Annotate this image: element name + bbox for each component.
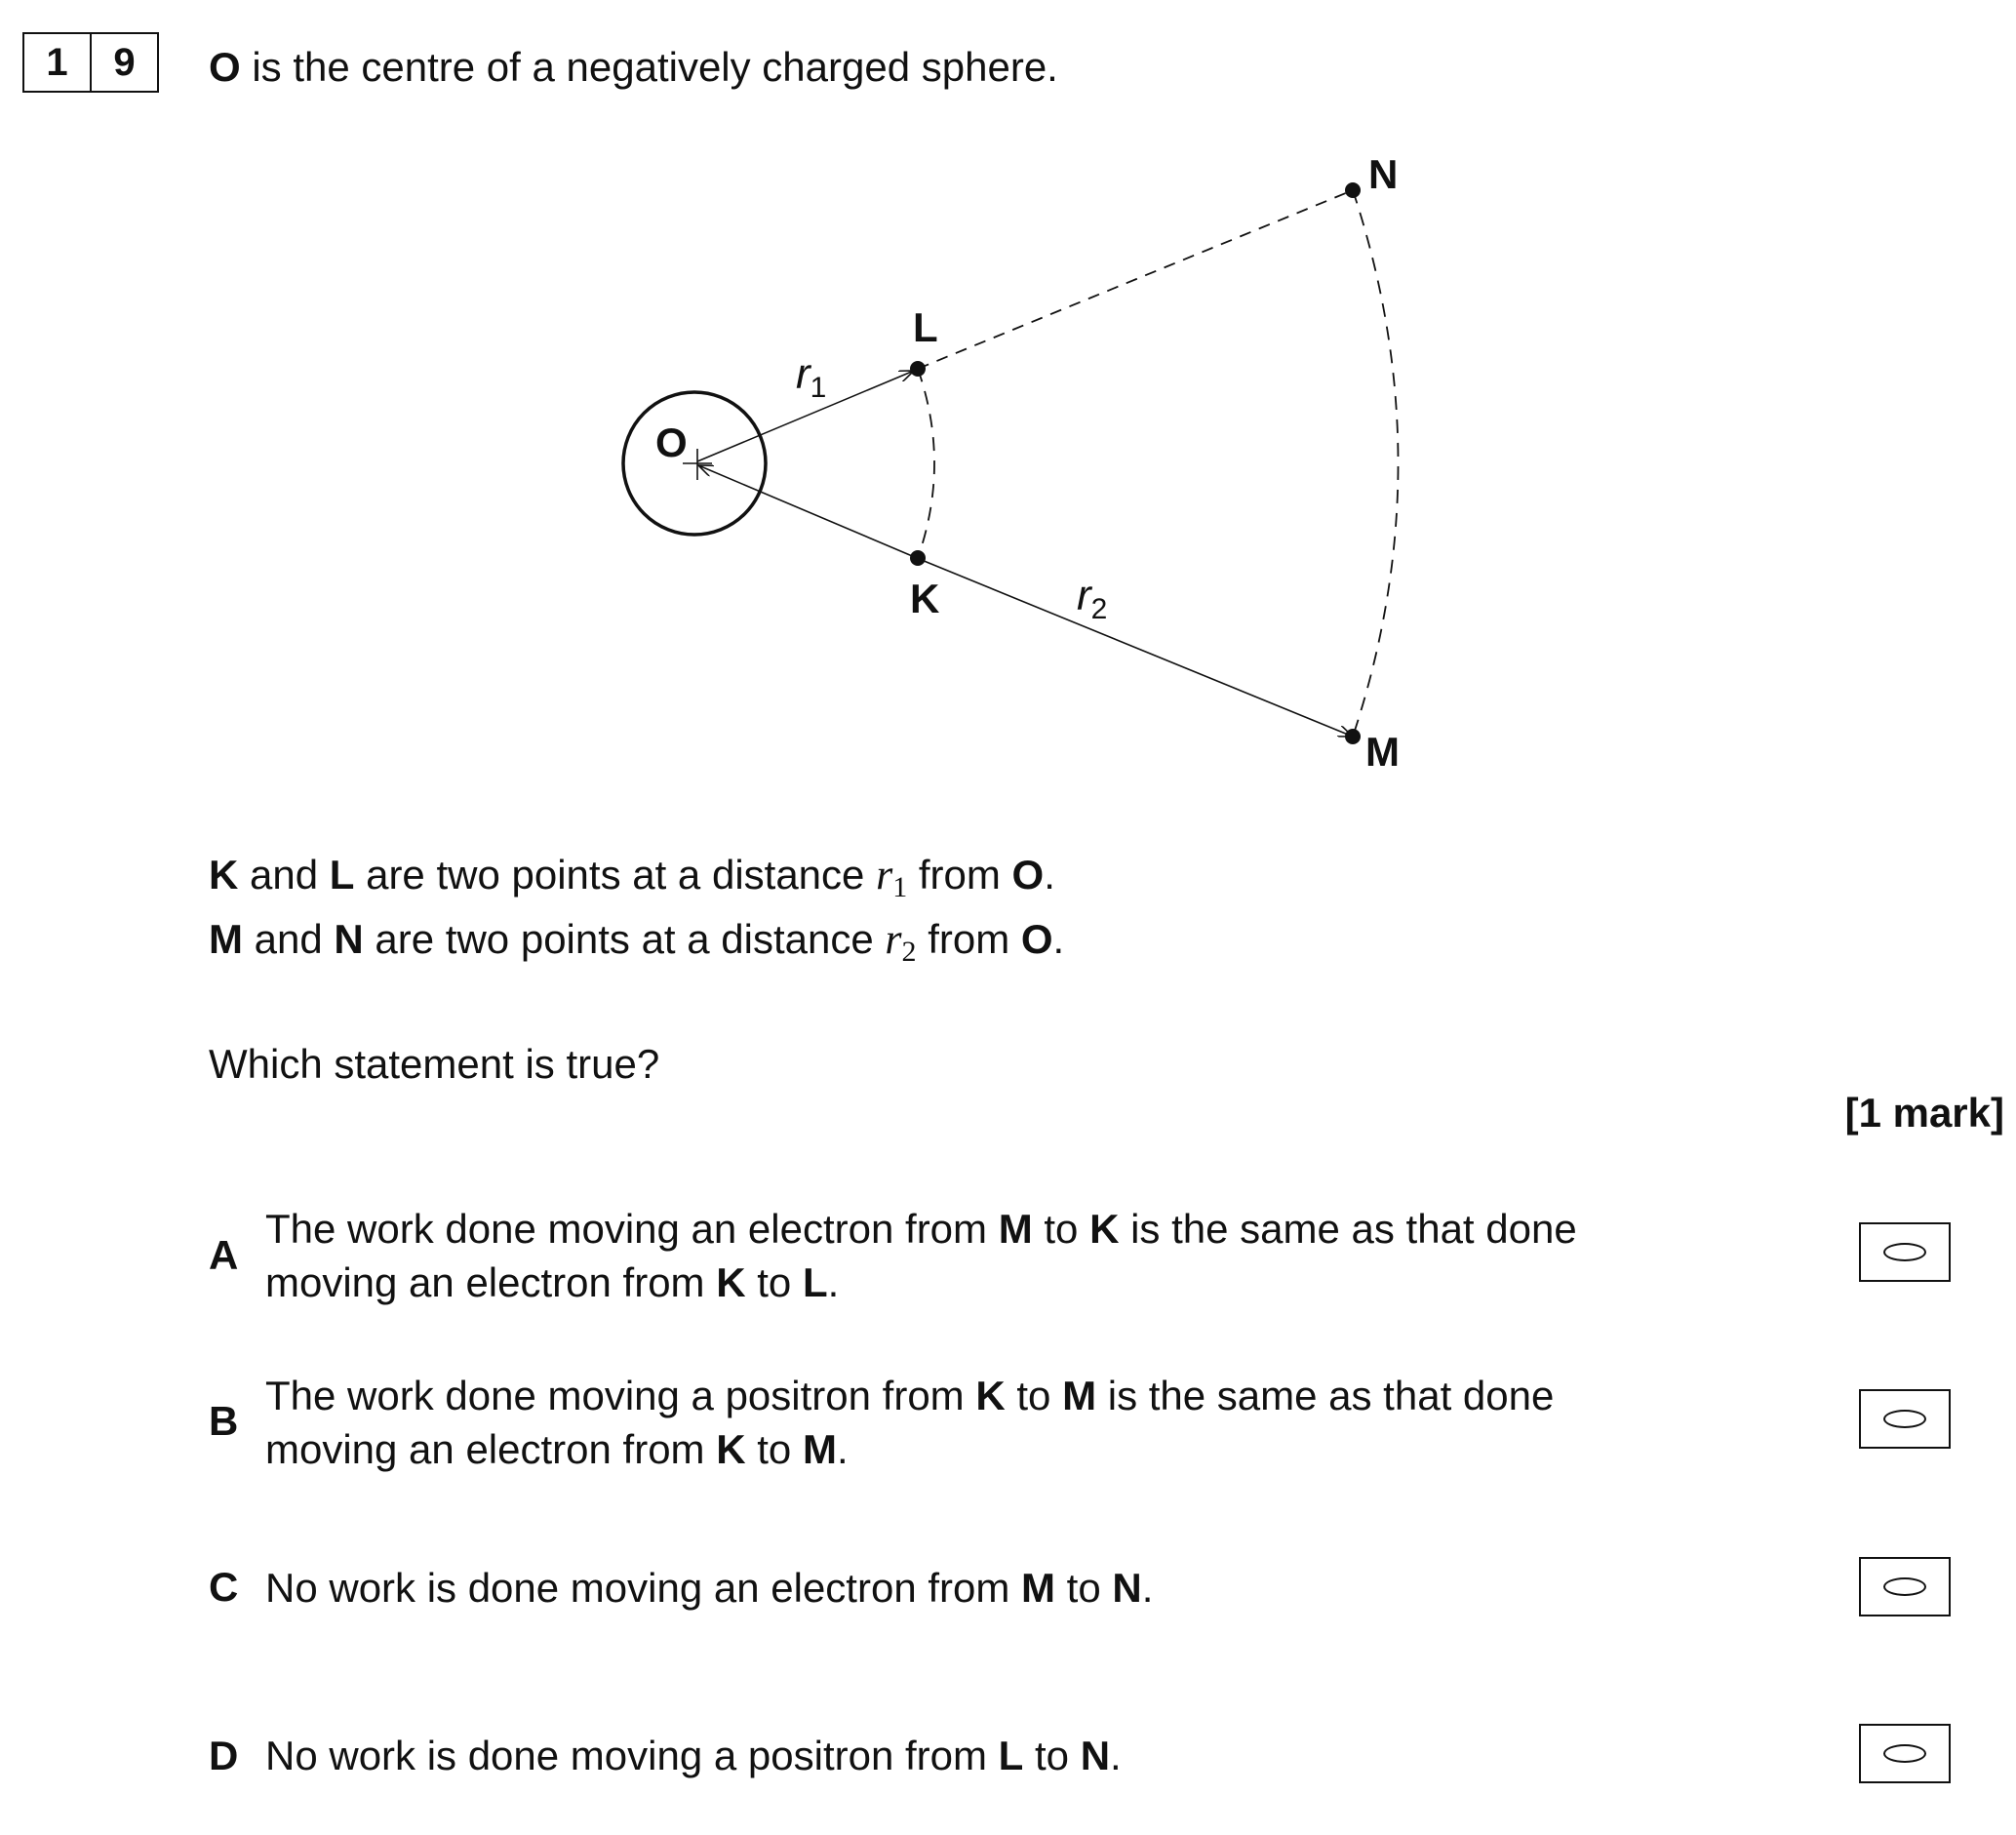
stem-text: is the centre of a negatively charged sphere.	[240, 44, 1058, 90]
dashed-arc-mn	[1353, 190, 1399, 737]
option-c-answer-box[interactable]	[1859, 1557, 1951, 1616]
info2-m: M	[209, 916, 243, 962]
info2-n: N	[334, 916, 364, 962]
point-n-dot	[1345, 182, 1361, 198]
info2-mid: are two points at a distance	[363, 916, 886, 962]
option-b-text: The work done moving a positron from K to M is the same as that done moving an electron from K to M.	[265, 1373, 1555, 1472]
info2-end: .	[1052, 916, 1065, 962]
prompt-text: Which statement is true?	[209, 1041, 660, 1087]
info1-and: and	[238, 852, 330, 898]
option-b-answer-box[interactable]	[1859, 1389, 1951, 1449]
option-c-text: No work is done moving an electron from M to N.	[265, 1565, 1154, 1611]
info2-r2: $r_2$	[885, 915, 917, 968]
option-d-text: No work is done moving a positron from L to N.	[265, 1733, 1122, 1778]
info-line-1	[209, 851, 1055, 912]
info1-k: K	[209, 852, 239, 898]
info-line-2	[209, 915, 1064, 977]
option-b-letter: B	[209, 1398, 239, 1444]
option-a-answer-box[interactable]	[1859, 1222, 1951, 1282]
label-r1: $r_1$	[796, 350, 827, 404]
label-r2: $r_2$	[1077, 572, 1108, 625]
info1-o: O	[1011, 852, 1045, 898]
option-c-oval	[1883, 1577, 1926, 1596]
info1-from: from	[907, 852, 1012, 898]
option-a-letter: A	[209, 1232, 239, 1278]
info2-from: from	[916, 916, 1021, 962]
label-n: N	[1368, 151, 1399, 197]
point-m-dot	[1345, 729, 1361, 744]
question-number-digit-2: 9	[90, 34, 157, 91]
field-diagram	[0, 0, 2016, 800]
info2-and: and	[243, 916, 335, 962]
option-d-answer-box[interactable]	[1859, 1724, 1951, 1783]
dashed-line-l-to-n	[918, 190, 1353, 369]
option-c-letter: C	[209, 1564, 239, 1610]
label-k: K	[910, 576, 940, 621]
option-a-text: The work done moving an electron from M to K is the same as that done moving an electron from K to L.	[265, 1206, 1577, 1305]
info1-r1: $r_1$	[876, 851, 908, 903]
dashed-arc-kl	[918, 369, 934, 558]
info1-end: .	[1044, 852, 1055, 898]
point-k-dot	[910, 550, 926, 566]
info1-mid: are two points at a distance	[354, 852, 877, 898]
marks-label: [1 mark]	[1844, 1090, 2004, 1136]
point-l-dot	[910, 361, 926, 377]
option-a-oval	[1883, 1243, 1926, 1261]
label-m: M	[1365, 729, 1400, 775]
option-d-oval	[1883, 1744, 1926, 1763]
info2-o: O	[1020, 916, 1053, 962]
info1-l: L	[329, 852, 355, 898]
r2-arrow-to-o	[698, 465, 917, 558]
stem-point-o: O	[209, 44, 241, 90]
option-d-letter: D	[209, 1733, 239, 1778]
label-l: L	[913, 304, 938, 350]
label-o: O	[655, 419, 688, 465]
option-b-oval	[1883, 1410, 1926, 1428]
r2-arrow	[917, 558, 1353, 737]
question-number-digit-1: 1	[46, 40, 68, 84]
